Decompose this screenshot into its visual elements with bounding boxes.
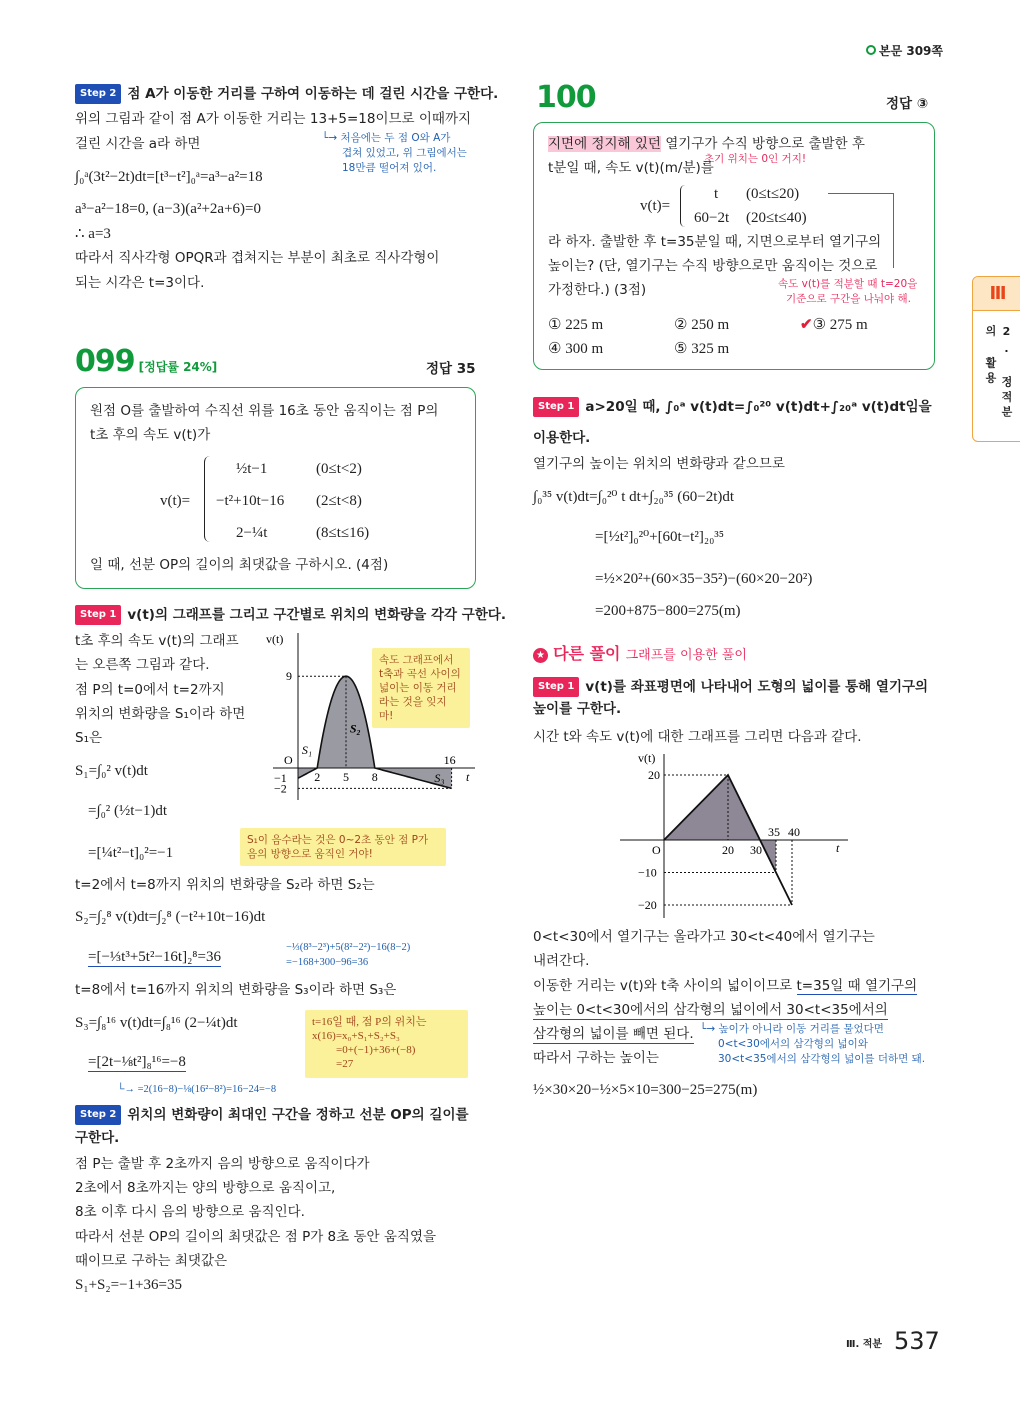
piece-expr: −t²+10t−16	[216, 493, 285, 509]
piece-domain: (0≤t<2)	[316, 461, 362, 477]
answer-label: 정답 35	[426, 361, 476, 377]
y-axis-label: v(t)	[638, 751, 656, 765]
x-tick-label: 30	[750, 843, 762, 857]
brace	[680, 185, 686, 227]
prev-step2-heading	[75, 84, 498, 104]
chapter-label: 2. 정적분의 활용	[984, 325, 1013, 421]
y-axis-label: v(t)	[266, 632, 284, 646]
math-line: ∫₀³⁵ v(t)dt=∫₀²⁰ t dt+∫₂₀³⁵ (60−2t)dt	[533, 489, 735, 505]
choice-2[interactable]: ② 250 m	[674, 317, 730, 333]
checkmark-icon: ✔	[800, 317, 813, 333]
x-tick-label: 16	[443, 753, 456, 767]
text-line: 내려간다.	[533, 953, 590, 969]
text-line: t=8에서 t=16까지 위치의 변화량을 S₃이라 하면 S₃은	[75, 982, 397, 998]
text-line: 0<t<30에서 열기구는 올라가고 30<t<40에서 열기구는	[533, 929, 875, 945]
alt-solution-heading: ★ 다른 풀이 그래프를 이용한 풀이	[533, 645, 747, 665]
pink-note: 초기 위치는 0인 거지!	[704, 153, 807, 165]
choice-1[interactable]: ① 225 m	[548, 317, 604, 333]
x-tick-label: 40	[788, 825, 800, 839]
choice-3[interactable]: ✔③ 275 m	[800, 317, 868, 333]
math-line: =[½t²]₀²⁰+[60t−t²]₂₀³⁵	[595, 529, 725, 545]
blue-note: −⅓(8³−2³)+5(8²−2²)−16(8−2) =−168+300−96=36	[286, 942, 411, 968]
text-line: 삼각형의 넓이를 빼면 된다.	[533, 1026, 694, 1042]
problem-text: 일 때, 선분 OP의 길이의 최댓값을 구하시오. (4점)	[90, 557, 389, 573]
region-label: S₂	[349, 721, 361, 736]
problem-number: 100	[536, 80, 596, 115]
x-tick-label: 2	[314, 770, 321, 784]
problem-text: 높이는? (단, 열기구는 수직 방향으로만 움직이는 것으로	[548, 258, 878, 274]
step2-heading-cont: 구한다.	[75, 1130, 120, 1146]
math-line: S₃=∫₈¹⁶ v(t)dt=∫₈¹⁶ (2−¼t)dt	[75, 1015, 238, 1031]
step2-heading: Step 2 위치의 변화량이 최대인 구간을 정하고 선분 OP의 길이를	[75, 1105, 469, 1125]
problem-text: 라 하자. 출발한 후 t=35분일 때, 지면으로부터 열기구의	[548, 234, 882, 250]
reference-label: 본문 309쪽	[879, 44, 944, 58]
piece-domain: (8≤t≤16)	[316, 525, 370, 541]
text-line: 이동한 거리는 v(t)와 t축 사이의 넓이이므로 t=35일 때 열기구의	[533, 978, 918, 994]
text-line: S₁은	[75, 730, 103, 746]
piece-domain: (2≤t<8)	[316, 493, 362, 509]
text-line: 2초에서 8초까지는 양의 방향으로 움직이고,	[75, 1180, 336, 1196]
problem-text: 원점 O를 출발하여 수직선 위를 16초 동안 움직이는 점 P의	[90, 403, 439, 419]
page-number: 537	[894, 1327, 940, 1355]
piecewise-lhs: v(t)=	[640, 198, 671, 214]
text-line: 따라서 구하는 높이는	[533, 1050, 659, 1066]
x-tick-label: 5	[343, 770, 349, 784]
math-line: =[¼t²−t]₀²=−1	[88, 845, 174, 861]
math-line: =∫₀² (½t−1)dt	[88, 803, 168, 819]
text-line: 되는 시각은 t=3이다.	[75, 275, 205, 291]
alt-step1-heading: Step 1 v(t)를 좌표평면에 나타내어 도형의 넓이를 통해 열기구의	[533, 677, 928, 697]
problem-box	[533, 122, 935, 370]
part-roman: Ⅲ	[973, 277, 1020, 311]
y-tick-label: −10	[638, 865, 657, 880]
origin-label: O	[284, 753, 293, 767]
text-line: t초 후의 속도 v(t)의 그래프	[75, 633, 239, 649]
math-line: ∴ a=3	[75, 226, 111, 242]
y-tick-label: −20	[638, 898, 657, 912]
x-tick-label: 8	[371, 770, 378, 784]
text-line: 점 P는 출발 후 2초까지 음의 방향으로 움직이다가	[75, 1156, 370, 1172]
problem-box	[75, 387, 476, 589]
text-line: 따라서 직사각형 OPQR과 겹쳐지는 부분이 최초로 직사각형이	[75, 250, 440, 266]
brace	[204, 456, 212, 542]
piece-expr: t	[714, 186, 719, 202]
piece-expr: 2−¼t	[236, 525, 268, 541]
piecewise-lhs: v(t)=	[160, 493, 191, 509]
piece-expr: ½t−1	[236, 461, 268, 477]
piece-expr: 60−2t	[694, 210, 730, 226]
blue-note: └→ =2(16−8)−⅛(16²−8²)=16−24=−8	[117, 1084, 277, 1095]
math-line: =½×20²+(60×35−35²)−(60×20−20²)	[595, 571, 813, 587]
x-tick-label: 35	[768, 825, 780, 839]
text-line: 높이는 0<t<30에서의 삼각형의 넓이에서 30<t<35에서의	[533, 1002, 888, 1018]
text-line: 시간 t와 속도 v(t)에 대한 그래프를 그리면 다음과 같다.	[533, 729, 862, 745]
math-line: =200+875−800=275(m)	[595, 603, 741, 619]
choice-4[interactable]: ④ 300 m	[548, 341, 604, 357]
math-line: S₁+S₂=−1+36=35	[75, 1277, 182, 1293]
blue-note: └→ 처음에는 두 점 O와 A가 겹쳐 있었고, 위 그림에서는 18만큼 떨어져 있어.	[322, 132, 467, 174]
y-tick-label: −2	[274, 781, 287, 796]
footer-section: Ⅲ. 적분	[846, 1339, 883, 1350]
x-axis-label: t	[466, 770, 470, 784]
y-tick-label: 9	[286, 669, 292, 684]
callout-area: 속도 그래프에서 t축과 곡선 사이의 넓이는 이동 거리 라는 것을 잊지 마!	[372, 648, 470, 728]
text-line: 는 오른쪽 그림과 같다.	[75, 657, 210, 673]
math-line: ½×30×20−½×5×10=300−25=275(m)	[533, 1082, 758, 1098]
choice-5[interactable]: ⑤ 325 m	[674, 341, 730, 357]
y-tick-label: 20	[648, 768, 660, 782]
math-line: ∫₀ᵃ(3t²−2t)dt=[t³−t²]₀ᵃ=a³−a²=18	[75, 169, 263, 185]
text-line: 걸린 시간을 a라 하면	[75, 136, 201, 152]
highlight: 지면에 정지해 있던	[548, 136, 661, 152]
step1-heading: Step 1 v(t)의 그래프를 그리고 구간별로 위치의 변화량을 각각 구한다.	[75, 605, 506, 625]
text-line: 위치의 변화량을 S₁이라 하면	[75, 706, 246, 722]
problem-number: 099 [정답률 24%]	[75, 344, 218, 379]
problem-text: t분일 때, 속도 v(t)(m/분)를	[548, 160, 714, 176]
velocity-graph-100	[620, 748, 860, 920]
alt-step1-heading-cont: 높이를 구한다.	[533, 701, 622, 717]
piece-domain: (0≤t≤20)	[746, 186, 800, 202]
text-line: 때이므로 구하는 최댓값은	[75, 1253, 228, 1269]
region-label: S₃	[434, 771, 445, 785]
text-line: 위의 그림과 같이 점 A가 이동한 거리는 13+5=18이므로 이때까지	[75, 111, 472, 127]
math-line: S₁=∫₀² v(t)dt	[75, 763, 148, 779]
math-line: =[−⅓t³+5t²−16t]₂⁸=36	[88, 949, 221, 965]
callout-position: t=16일 때, 점 P의 위치는 x(16)=x₀+S₁+S₂+S₃ =0+(−1)+36+(−8) =27	[305, 1010, 468, 1078]
step-title: 점 A가 이동한 거리를 구하여 이동하는 데 걸린 시간을 구한다.	[127, 86, 499, 102]
origin-label: O	[652, 843, 661, 857]
region-label: S₁	[301, 743, 313, 757]
step-badge: Step 2	[75, 84, 121, 104]
math-line: a³−a²−18=0, (a−3)(a²+2a+6)=0	[75, 201, 261, 217]
callout-negative: S₁이 음수라는 것은 0~2초 동안 점 P가 음의 방향으로 움직인 거야!	[240, 828, 446, 866]
problem-text: t초 후의 속도 v(t)가	[90, 427, 211, 443]
problem-text: 가정한다.) (3점)	[548, 282, 647, 298]
blue-note: └→ 높이가 아니라 이동 거리를 물었다면 0<t<30에서의 삼각형의 넓이와 30<t<35에서의 삼각형의 넓이를 더하면 돼.	[700, 1023, 926, 1065]
y-tick-label: −1	[274, 771, 287, 786]
math-line: =[2t−⅛t²]₈¹⁶=−8	[88, 1054, 186, 1070]
step1-heading: Step 1 a>20일 때, ∫₀ᵃ v(t)dt=∫₀²⁰ v(t)dt+∫₂₀ᵃ v(t)dt임을	[533, 397, 932, 417]
circle-icon	[866, 45, 876, 55]
x-axis-label: t	[836, 841, 840, 855]
correct-rate: [정답률 24%]	[138, 360, 218, 374]
text-line: t=2에서 t=8까지 위치의 변화량을 S₂라 하면 S₂는	[75, 877, 375, 893]
chapter-tab[interactable]	[972, 276, 1020, 442]
text-line: 점 P의 t=0에서 t=2까지	[75, 682, 225, 698]
text-line: 열기구의 높이는 위치의 변화량과 같으므로	[533, 456, 785, 472]
problem-text: 지면에 정지해 있던 열기구가 수직 방향으로 출발한 후	[548, 136, 865, 152]
shaded-triangle-up	[664, 775, 760, 840]
piece-domain: (20≤t≤40)	[746, 210, 807, 226]
pink-note: 속도 v(t)를 적분할 때 t=20을 기준으로 구간을 나눠야 해.	[778, 278, 918, 305]
answer-label: 정답 ③	[886, 96, 929, 112]
math-line: S₂=∫₂⁸ v(t)dt=∫₂⁸ (−t²+10t−16)dt	[75, 909, 266, 925]
text-line: 8초 이후 다시 음의 방향으로 움직인다.	[75, 1204, 305, 1220]
step1-heading-cont: 이용한다.	[533, 430, 591, 446]
star-icon: ★	[533, 648, 548, 663]
x-tick-label: 20	[722, 843, 734, 857]
reference-page	[866, 42, 943, 60]
text-line: 따라서 선분 OP의 길이의 최댓값은 점 P가 8초 동안 움직였을	[75, 1229, 437, 1245]
